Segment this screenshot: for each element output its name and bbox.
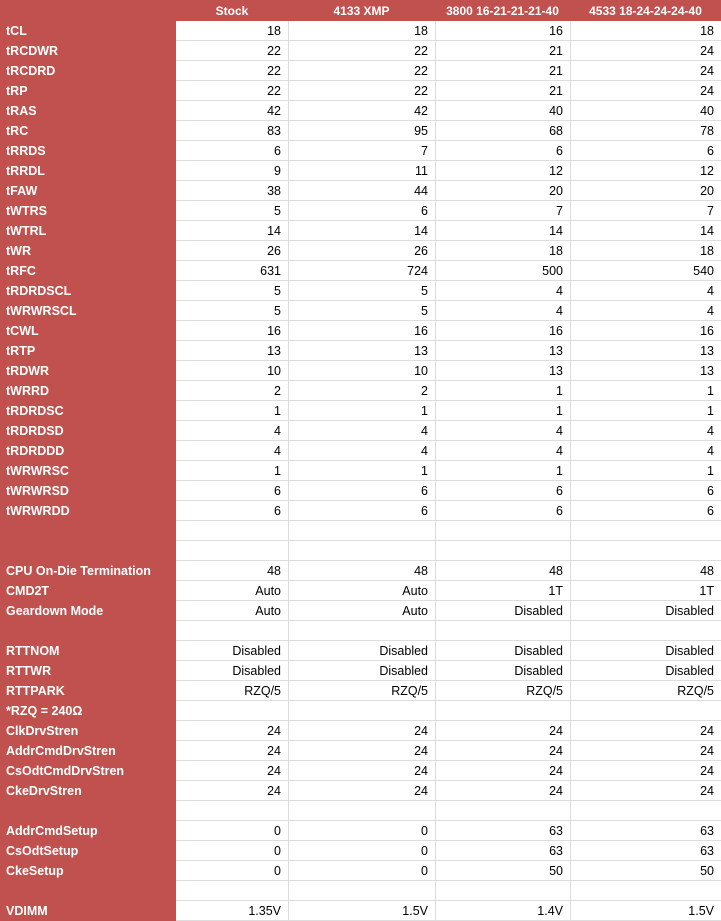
cell: 1T — [435, 581, 570, 601]
cell: 13 — [570, 341, 721, 361]
cell: Auto — [176, 601, 288, 621]
cell: 13 — [570, 361, 721, 381]
cell: 24 — [288, 741, 435, 761]
row-label: tWRRD — [0, 381, 176, 401]
row-label: tRDRDSC — [0, 401, 176, 421]
cell: 4 — [176, 421, 288, 441]
cell — [570, 521, 721, 541]
row-label: tWR — [0, 241, 176, 261]
row-label: RTTWR — [0, 661, 176, 681]
cell: 12 — [570, 161, 721, 181]
cell: 22 — [176, 41, 288, 61]
cell: 14 — [176, 221, 288, 241]
cell: 21 — [435, 61, 570, 81]
cell: 24 — [570, 781, 721, 801]
row-label: tWRWRSC — [0, 461, 176, 481]
cell: 1 — [435, 381, 570, 401]
cell: Disabled — [288, 661, 435, 681]
cell: 18 — [570, 241, 721, 261]
cell: 95 — [288, 121, 435, 141]
cell: Disabled — [176, 661, 288, 681]
cell — [288, 521, 435, 541]
cell: 24 — [288, 721, 435, 741]
cell: 0 — [288, 821, 435, 841]
cell — [288, 881, 435, 901]
cell: 18 — [176, 21, 288, 41]
row-label: tRAS — [0, 101, 176, 121]
cell — [176, 541, 288, 561]
cell — [176, 621, 288, 641]
cell: Disabled — [435, 661, 570, 681]
cell: 1 — [435, 461, 570, 481]
cell: 21 — [435, 81, 570, 101]
cell: 2 — [288, 381, 435, 401]
cell: 4 — [570, 421, 721, 441]
cell: 63 — [435, 841, 570, 861]
cell: 500 — [435, 261, 570, 281]
cell: 10 — [176, 361, 288, 381]
cell: 16 — [288, 321, 435, 341]
row-label: CkeSetup — [0, 861, 176, 881]
cell: 1.35V — [176, 901, 288, 921]
cell: 24 — [176, 741, 288, 761]
cell: 5 — [288, 301, 435, 321]
cell: 6 — [176, 481, 288, 501]
cell: 48 — [176, 561, 288, 581]
row-label: tFAW — [0, 181, 176, 201]
cell: 24 — [288, 781, 435, 801]
cell: 78 — [570, 121, 721, 141]
cell: 21 — [435, 41, 570, 61]
cell: 6 — [176, 501, 288, 521]
cell: 1 — [570, 381, 721, 401]
cell: 24 — [570, 741, 721, 761]
cell: 4 — [288, 421, 435, 441]
cell: 11 — [288, 161, 435, 181]
cell: 0 — [288, 861, 435, 881]
cell: 540 — [570, 261, 721, 281]
row-label: tRP — [0, 81, 176, 101]
cell: 1.5V — [570, 901, 721, 921]
cell: 26 — [176, 241, 288, 261]
corner-header-cell — [0, 0, 176, 21]
cell: 0 — [176, 841, 288, 861]
cell: 1T — [570, 581, 721, 601]
cell: 4 — [570, 441, 721, 461]
row-label: CPU On-Die Termination — [0, 561, 176, 581]
cell: 24 — [435, 721, 570, 741]
cell — [435, 881, 570, 901]
cell: 14 — [288, 221, 435, 241]
cell: 6 — [435, 141, 570, 161]
cell: 0 — [288, 841, 435, 861]
cell: 4 — [176, 441, 288, 461]
cell: 10 — [288, 361, 435, 381]
cell: 26 — [288, 241, 435, 261]
cell: 16 — [570, 321, 721, 341]
cell: 48 — [435, 561, 570, 581]
cell — [176, 521, 288, 541]
cell: 4 — [435, 421, 570, 441]
cell: 50 — [435, 861, 570, 881]
cell: 2 — [176, 381, 288, 401]
row-label: *RZQ = 240Ω — [0, 701, 176, 721]
cell: RZQ/5 — [570, 681, 721, 701]
cell: 44 — [288, 181, 435, 201]
cell: 6 — [570, 501, 721, 521]
cell: 6 — [435, 481, 570, 501]
cell: 22 — [288, 81, 435, 101]
cell: 63 — [570, 841, 721, 861]
row-label: tRC — [0, 121, 176, 141]
cell: 1 — [570, 461, 721, 481]
row-label: tWRWRSCL — [0, 301, 176, 321]
cell: 20 — [570, 181, 721, 201]
cell: 50 — [570, 861, 721, 881]
cell: 6 — [435, 501, 570, 521]
cell — [176, 701, 288, 721]
cell: 1 — [176, 401, 288, 421]
cell: Auto — [288, 581, 435, 601]
cell: 7 — [435, 201, 570, 221]
cell: 42 — [176, 101, 288, 121]
cell: 6 — [288, 201, 435, 221]
row-label: ClkDrvStren — [0, 721, 176, 741]
row-label: tWTRS — [0, 201, 176, 221]
cell: RZQ/5 — [288, 681, 435, 701]
cell: 24 — [176, 721, 288, 741]
cell: 24 — [435, 761, 570, 781]
cell: Disabled — [570, 601, 721, 621]
row-label: tRTP — [0, 341, 176, 361]
row-label: CkeDrvStren — [0, 781, 176, 801]
cell — [570, 801, 721, 821]
cell — [570, 881, 721, 901]
row-label: tRDRDSD — [0, 421, 176, 441]
cell: 40 — [570, 101, 721, 121]
cell — [176, 801, 288, 821]
row-label: tCWL — [0, 321, 176, 341]
cell: 22 — [176, 81, 288, 101]
cell: 68 — [435, 121, 570, 141]
cell: 16 — [435, 321, 570, 341]
cell: 1.4V — [435, 901, 570, 921]
row-label: tWRWRDD — [0, 501, 176, 521]
cell — [288, 541, 435, 561]
cell: 5 — [176, 301, 288, 321]
column-header: 4133 XMP — [288, 0, 435, 21]
cell: 18 — [570, 21, 721, 41]
row-label — [0, 621, 176, 641]
column-header: Stock — [176, 0, 288, 21]
cell: 14 — [435, 221, 570, 241]
cell: 22 — [288, 61, 435, 81]
cell: 724 — [288, 261, 435, 281]
row-label: tRFC — [0, 261, 176, 281]
cell: 12 — [435, 161, 570, 181]
row-label: tRCDWR — [0, 41, 176, 61]
cell: 1 — [435, 401, 570, 421]
cell — [435, 801, 570, 821]
cell — [435, 621, 570, 641]
row-label: tRRDS — [0, 141, 176, 161]
cell: 83 — [176, 121, 288, 141]
cell — [176, 881, 288, 901]
cell — [435, 521, 570, 541]
cell: 42 — [288, 101, 435, 121]
cell — [288, 801, 435, 821]
cell: 40 — [435, 101, 570, 121]
cell: 13 — [435, 341, 570, 361]
cell: 1 — [288, 461, 435, 481]
cell: 24 — [435, 781, 570, 801]
cell — [288, 701, 435, 721]
cell: 631 — [176, 261, 288, 281]
cell: 7 — [570, 201, 721, 221]
row-label: AddrCmdSetup — [0, 821, 176, 841]
row-label — [0, 541, 176, 561]
cell: 4 — [570, 301, 721, 321]
row-label: tRCDRD — [0, 61, 176, 81]
cell — [570, 621, 721, 641]
cell: Disabled — [570, 661, 721, 681]
cell: 48 — [288, 561, 435, 581]
cell: 24 — [176, 761, 288, 781]
cell: 1 — [288, 401, 435, 421]
row-label: tCL — [0, 21, 176, 41]
cell: RZQ/5 — [435, 681, 570, 701]
row-label — [0, 521, 176, 541]
row-label: AddrCmdDrvStren — [0, 741, 176, 761]
cell: 6 — [570, 141, 721, 161]
cell: 5 — [176, 281, 288, 301]
cell: 4 — [435, 441, 570, 461]
cell: 24 — [176, 781, 288, 801]
cell: 24 — [288, 761, 435, 781]
cell: 6 — [176, 141, 288, 161]
cell: 24 — [435, 741, 570, 761]
row-label: tRRDL — [0, 161, 176, 181]
cell — [435, 701, 570, 721]
cell: 13 — [288, 341, 435, 361]
column-header: 3800 16-21-21-21-40 — [435, 0, 570, 21]
cell: 13 — [176, 341, 288, 361]
row-label: CMD2T — [0, 581, 176, 601]
cell: 18 — [288, 21, 435, 41]
cell: 4 — [435, 301, 570, 321]
cell: 5 — [176, 201, 288, 221]
row-label: Geardown Mode — [0, 601, 176, 621]
cell: 7 — [288, 141, 435, 161]
cell: Disabled — [288, 641, 435, 661]
cell: Disabled — [435, 641, 570, 661]
cell: Auto — [176, 581, 288, 601]
cell: 9 — [176, 161, 288, 181]
row-label — [0, 881, 176, 901]
row-label: CsOdtCmdDrvStren — [0, 761, 176, 781]
cell: 16 — [435, 21, 570, 41]
cell: 1.5V — [288, 901, 435, 921]
row-label: tRDWR — [0, 361, 176, 381]
row-label: tRDRDSCL — [0, 281, 176, 301]
cell — [288, 621, 435, 641]
row-label: VDIMM — [0, 901, 176, 921]
cell: 0 — [176, 861, 288, 881]
cell: 24 — [570, 721, 721, 741]
cell — [435, 541, 570, 561]
cell: 22 — [288, 41, 435, 61]
cell: 0 — [176, 821, 288, 841]
cell: 63 — [570, 821, 721, 841]
cell: 24 — [570, 41, 721, 61]
cell: 20 — [435, 181, 570, 201]
cell: 5 — [288, 281, 435, 301]
row-label: tRDRDDD — [0, 441, 176, 461]
cell: Auto — [288, 601, 435, 621]
cell: 18 — [435, 241, 570, 261]
cell: Disabled — [176, 641, 288, 661]
cell: 6 — [288, 481, 435, 501]
row-label: RTTNOM — [0, 641, 176, 661]
cell: Disabled — [570, 641, 721, 661]
cell: 63 — [435, 821, 570, 841]
row-label: CsOdtSetup — [0, 841, 176, 861]
cell — [570, 701, 721, 721]
cell: 4 — [288, 441, 435, 461]
cell: Disabled — [435, 601, 570, 621]
row-label: tWTRL — [0, 221, 176, 241]
column-header: 4533 18-24-24-24-40 — [570, 0, 721, 21]
row-label: tWRWRSD — [0, 481, 176, 501]
cell: 38 — [176, 181, 288, 201]
cell: 1 — [176, 461, 288, 481]
cell: 48 — [570, 561, 721, 581]
cell: 4 — [435, 281, 570, 301]
cell: 24 — [570, 761, 721, 781]
cell: 24 — [570, 61, 721, 81]
row-label: RTTPARK — [0, 681, 176, 701]
cell: 16 — [176, 321, 288, 341]
row-label — [0, 801, 176, 821]
cell: 6 — [288, 501, 435, 521]
cell: RZQ/5 — [176, 681, 288, 701]
cell — [570, 541, 721, 561]
cell: 22 — [176, 61, 288, 81]
cell: 6 — [570, 481, 721, 501]
cell: 24 — [570, 81, 721, 101]
cell: 4 — [570, 281, 721, 301]
cell: 14 — [570, 221, 721, 241]
cell: 13 — [435, 361, 570, 381]
cell: 1 — [570, 401, 721, 421]
